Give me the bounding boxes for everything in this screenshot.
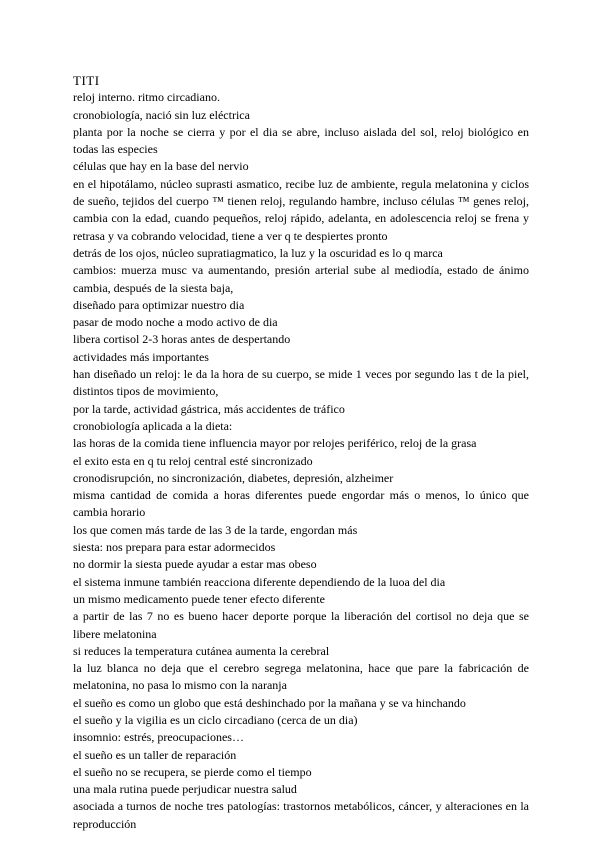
text-line: una mala rutina puede perjudicar nuestra salud (73, 782, 297, 797)
text-line: siesta: nos prepara para estar adormecidos (73, 540, 276, 555)
text-line: el sueño es como un globo que está deshinchado por la mañana y se va hinchando (73, 695, 466, 710)
text-line: asociada a turnos de noche tres patologías: trastornos metabólicos, cáncer, y alteraciones en la reproducción (73, 799, 529, 831)
text-line: el sistema inmune también reacciona diferente dependiendo de la luoa del dia (73, 574, 446, 589)
text-line: el sueño es un taller de reparación (73, 747, 237, 762)
text-line: cronodisrupción, no sincronización, diabetes, depresión, alzheimer (73, 470, 394, 485)
text-line: si reduces la temperatura cutánea aumenta la cerebral (73, 643, 330, 658)
text-line: a partir de las 7 no es bueno hacer deporte porque la liberación del cortisol no deja que se libere melatonina (73, 609, 529, 641)
text-line: detrás de los ojos, núcleo supratiagmatico, la luz y la oscuridad es lo q marca (73, 245, 443, 260)
text-line: cambios: muerza musc va aumentando, presión arterial sube al mediodía, estado de ánimo cambia, después de la siesta baja, (73, 263, 529, 295)
text-line: por la tarde, actividad gástrica, más accidentes de tráfico (73, 401, 345, 416)
text-line: actividades más importantes (73, 349, 209, 364)
text-line: pasar de modo noche a modo activo de dia (73, 315, 278, 330)
document-body (73, 72, 529, 833)
text-line: los que comen más tarde de las 3 de la tarde, engordan más (73, 522, 358, 537)
text-line: han diseñado un reloj: le da la hora de su cuerpo, se mide 1 veces por segundo las t de la piel, distintos tipos de movimiento, (73, 367, 529, 399)
text-line: la luz blanca no deja que el cerebro segrega melatonina, hace que pare la fabricación de melatonina, no pasa lo mismo con la naranja (73, 661, 529, 693)
text-line: el sueño no se recupera, se pierde como el tiempo (73, 764, 312, 779)
text-line: insomnio: estrés, preocupaciones… (73, 730, 244, 745)
text-line: misma cantidad de comida a horas diferentes puede engordar más o menos, lo único que cambia horario (73, 488, 529, 520)
text-line: no dormir la siesta puede ayudar a estar mas obeso (73, 557, 317, 572)
text-line: células que hay en la base del nervio (73, 159, 249, 174)
text-line: planta por la noche se cierra y por el dia se abre, incluso aislada del sol, reloj biológico en todas las especies (73, 124, 529, 157)
text-line: un mismo medicamento puede tener efecto diferente (73, 591, 325, 606)
text-line: cronobiología aplicada a la dieta: (73, 418, 233, 433)
document-title: TITI (73, 73, 100, 88)
text-line: el exito esta en q tu reloj central esté sincronizado (73, 453, 313, 468)
text-line: reloj interno. ritmo circadiano. (73, 90, 220, 105)
text-line: diseñado para optimizar nuestro dia (73, 297, 245, 312)
text-line: en el hipotálamo, núcleo suprasti asmatico, recibe luz de ambiente, regula melatonina y ciclos de sueño, tejidos del cuerpo ™ tienen reloj, regulando hambre, incluso células ™ genes reloj, cambia con la edad, cuando pequeños, reloj rápido, adelanta, en adolescencia reloj se frena y retrasa y va cobrando velocidad, tiene a ver q te despiertes pronto (73, 176, 529, 243)
text-line: cronobiología, nació sin luz eléctrica (73, 107, 250, 122)
text-line: las horas de la comida tiene influencia mayor por relojes periférico, reloj de la grasa (73, 436, 477, 451)
text-line: el sueño y la vigilia es un ciclo circadiano (cerca de un dia) (73, 712, 358, 727)
text-line: libera cortisol 2-3 horas antes de despertando (73, 332, 291, 347)
